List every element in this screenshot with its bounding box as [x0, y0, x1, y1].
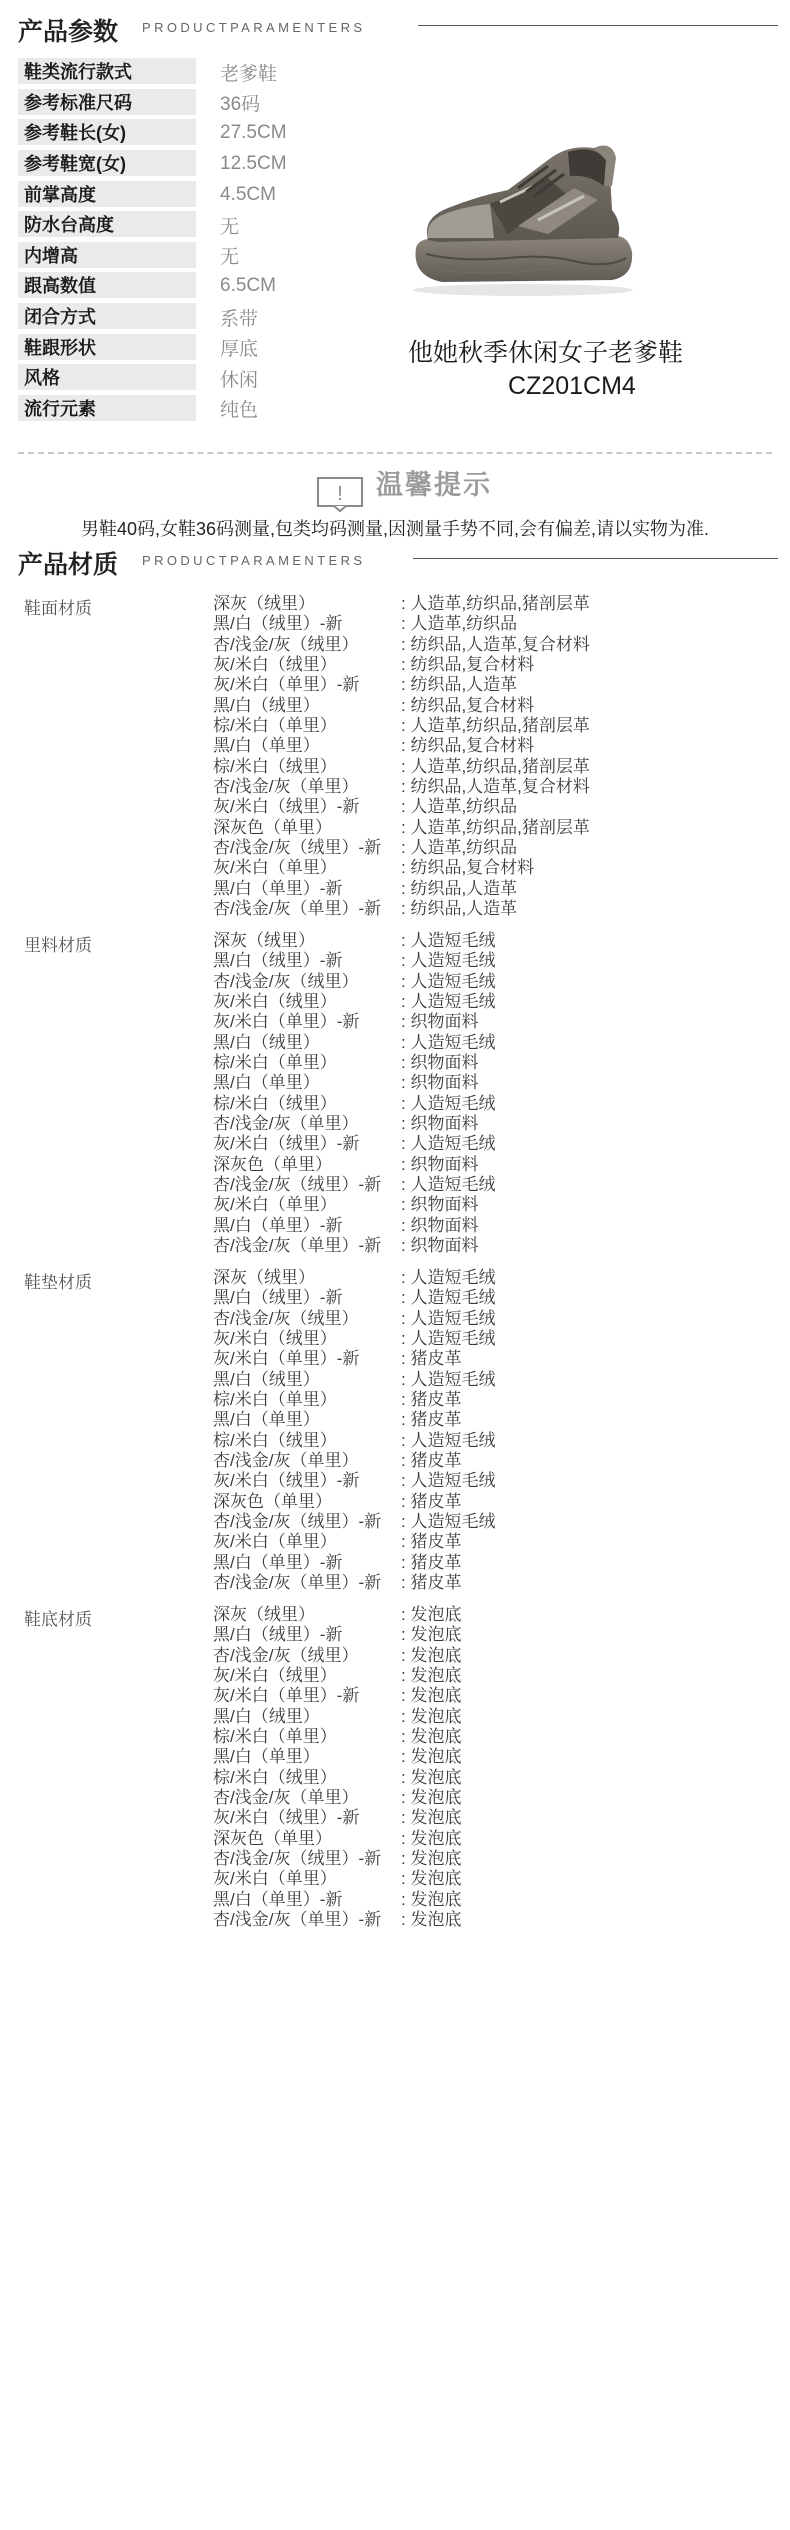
material-row — [213, 1349, 773, 1369]
material-colorway: 黑/白（绒里） — [213, 1369, 320, 1389]
material-row — [213, 1890, 773, 1910]
material-row — [213, 1012, 773, 1032]
material-colorway: 杏/浅金/灰（单里） — [213, 1114, 359, 1134]
material-composition: : 纺织品,复合材料 — [401, 695, 535, 715]
material-colorway: 杏/浅金/灰（单里） — [213, 777, 359, 797]
param-value: 27.5CM — [220, 122, 287, 144]
param-value: 老爹鞋 — [220, 63, 278, 85]
material-composition: : 织物面料 — [401, 1114, 479, 1134]
param-row — [18, 332, 398, 363]
material-colorway: 杏/浅金/灰（绒里）-新 — [213, 1512, 382, 1532]
material-row — [213, 1195, 773, 1215]
material-row — [213, 1910, 773, 1930]
material-composition: : 织物面料 — [401, 1154, 479, 1174]
material-composition: : 发泡底 — [401, 1706, 462, 1726]
material-colorway: 灰/米白（绒里）-新 — [213, 1134, 360, 1154]
material-colorway: 棕/米白（单里） — [213, 1727, 337, 1747]
material-colorway: 杏/浅金/灰（单里） — [213, 1451, 359, 1471]
material-row — [213, 655, 773, 675]
param-label: 参考标准尺码 — [18, 89, 196, 117]
notice-text: 男鞋40码,女鞋36码测量,包类均码测量,因测量手势不同,会有偏差,请以实物为准. — [80, 519, 710, 539]
material-colorway: 灰/米白（单里） — [213, 1869, 337, 1889]
material-row — [213, 1471, 773, 1491]
notice-title: 温馨提示 — [376, 470, 492, 500]
param-row — [18, 88, 398, 119]
material-row — [213, 1727, 773, 1747]
material-row — [213, 1788, 773, 1808]
dashed-divider — [18, 452, 772, 454]
material-colorway: 杏/浅金/灰（单里）-新 — [213, 899, 382, 919]
material-composition: : 织物面料 — [401, 1053, 479, 1073]
material-row — [213, 1646, 773, 1666]
material-group-label: 鞋底材质 — [24, 1610, 92, 1629]
param-row — [18, 118, 398, 149]
material-composition: : 人造短毛绒 — [401, 1093, 496, 1113]
material-row — [213, 1849, 773, 1869]
param-label: 风格 — [18, 364, 196, 392]
material-row — [213, 635, 773, 655]
material-colorway: 灰/米白（单里）-新 — [213, 1012, 360, 1032]
param-label: 防水台高度 — [18, 211, 196, 239]
material-composition: : 织物面料 — [401, 1236, 479, 1256]
material-colorway: 杏/浅金/灰（绒里） — [213, 971, 359, 991]
material-colorway: 黑/白（绒里） — [213, 1032, 320, 1052]
material-row — [213, 716, 773, 736]
material-colorway: 深灰色（单里） — [213, 1154, 332, 1174]
materials-subtitle: PRODUCTPARAMENTERS — [142, 553, 366, 568]
material-colorway: 灰/米白（绒里） — [213, 992, 337, 1012]
material-row — [213, 1512, 773, 1532]
material-row — [213, 1869, 773, 1889]
material-row — [213, 1033, 773, 1053]
material-colorway: 灰/米白（单里） — [213, 1195, 337, 1215]
material-row — [213, 1666, 773, 1686]
material-row — [213, 899, 773, 919]
material-list — [213, 1268, 773, 1594]
material-row — [213, 1747, 773, 1767]
param-label: 流行元素 — [18, 395, 196, 423]
material-row — [213, 1155, 773, 1175]
material-composition: : 纺织品,复合材料 — [401, 736, 535, 756]
material-row — [213, 736, 773, 756]
params-table — [18, 57, 398, 424]
param-row — [18, 210, 398, 241]
material-colorway: 杏/浅金/灰（单里） — [213, 1788, 359, 1808]
material-colorway: 灰/米白（绒里）-新 — [213, 797, 360, 817]
material-composition: : 人造短毛绒 — [401, 1268, 496, 1287]
material-colorway: 棕/米白（单里） — [213, 716, 337, 736]
material-composition: : 猪皮革 — [401, 1349, 462, 1369]
material-composition: : 人造短毛绒 — [401, 931, 496, 950]
material-composition: : 人造短毛绒 — [401, 1471, 496, 1491]
material-row — [213, 972, 773, 992]
materials-section-header — [18, 545, 778, 579]
param-value: 4.5CM — [220, 183, 276, 205]
material-row — [213, 1829, 773, 1849]
material-colorway: 黑/白（绒里）-新 — [213, 1288, 343, 1308]
material-row — [213, 1573, 773, 1593]
param-label: 参考鞋宽(女) — [18, 150, 196, 178]
material-row — [213, 1114, 773, 1134]
material-colorway: 灰/米白（单里） — [213, 1532, 337, 1552]
material-composition: : 人造短毛绒 — [401, 1134, 496, 1154]
material-colorway: 黑/白（单里） — [213, 736, 320, 756]
material-colorway: 深灰色（单里） — [213, 817, 332, 837]
material-composition: : 猪皮革 — [401, 1552, 462, 1572]
material-colorway: 黑/白（绒里）-新 — [213, 1625, 343, 1645]
material-composition: : 人造短毛绒 — [401, 971, 496, 991]
material-composition: : 纺织品,人造革 — [401, 675, 518, 695]
material-row — [213, 1288, 773, 1308]
material-row — [213, 1451, 773, 1471]
param-row — [18, 179, 398, 210]
material-composition: : 人造短毛绒 — [401, 1308, 496, 1328]
material-composition: : 猪皮革 — [401, 1390, 462, 1410]
material-composition: : 人造革,纺织品,猪剖层革 — [401, 756, 590, 776]
material-colorway: 灰/米白（绒里）-新 — [213, 1471, 360, 1491]
material-colorway: 棕/米白（绒里） — [213, 1093, 337, 1113]
params-subtitle: PRODUCTPARAMENTERS — [142, 20, 366, 35]
material-row — [213, 1309, 773, 1329]
material-list — [213, 931, 773, 1257]
material-composition: : 织物面料 — [401, 1215, 479, 1235]
material-row — [213, 1236, 773, 1256]
param-value: 系带 — [220, 308, 259, 330]
material-colorway: 杏/浅金/灰（绒里）-新 — [213, 1175, 382, 1195]
material-row — [213, 931, 773, 951]
material-composition: : 猪皮革 — [401, 1573, 462, 1593]
material-colorway: 深灰（绒里） — [213, 1605, 315, 1624]
material-group-label: 里料材质 — [24, 936, 92, 955]
material-colorway: 灰/米白（单里）-新 — [213, 675, 360, 695]
material-composition: : 人造短毛绒 — [401, 951, 496, 971]
material-composition: : 人造短毛绒 — [401, 1329, 496, 1349]
param-value: 6.5CM — [220, 275, 276, 297]
material-composition: : 发泡底 — [401, 1788, 462, 1808]
material-composition: : 发泡底 — [401, 1727, 462, 1747]
material-composition: : 纺织品,人造革,复合材料 — [401, 777, 590, 797]
material-row — [213, 1268, 773, 1288]
material-composition: : 猪皮革 — [401, 1410, 462, 1430]
product-name: 他她秋季休闲女子老爹鞋 — [408, 339, 684, 367]
material-group-label: 鞋垫材质 — [24, 1273, 92, 1292]
header-rule — [413, 558, 778, 559]
material-colorway: 杏/浅金/灰（单里）-新 — [213, 1573, 382, 1593]
material-row — [213, 675, 773, 695]
material-composition: : 人造短毛绒 — [401, 1288, 496, 1308]
material-row — [213, 1073, 773, 1093]
material-row — [213, 838, 773, 858]
material-row — [213, 797, 773, 817]
param-value: 无 — [220, 216, 240, 238]
material-row — [213, 879, 773, 899]
material-colorway: 深灰色（单里） — [213, 1828, 332, 1848]
material-list — [213, 594, 773, 920]
material-row — [213, 696, 773, 716]
material-composition: : 纺织品,复合材料 — [401, 655, 535, 675]
material-group-label: 鞋面材质 — [24, 599, 92, 618]
material-composition: : 发泡底 — [401, 1889, 462, 1909]
material-colorway: 杏/浅金/灰（绒里） — [213, 1645, 359, 1665]
material-colorway: 灰/米白（绒里） — [213, 1666, 337, 1686]
material-row — [213, 1370, 773, 1390]
material-colorway: 灰/米白（单里） — [213, 858, 337, 878]
material-composition: : 发泡底 — [401, 1605, 462, 1624]
param-row — [18, 363, 398, 394]
material-composition: : 发泡底 — [401, 1849, 462, 1869]
product-model: CZ201CM4 — [508, 372, 636, 400]
material-composition: : 人造革,纺织品,猪剖层革 — [401, 594, 590, 613]
material-composition: : 发泡底 — [401, 1747, 462, 1767]
material-composition: : 发泡底 — [401, 1808, 462, 1828]
material-colorway: 棕/米白（绒里） — [213, 1767, 337, 1787]
material-row — [213, 1094, 773, 1114]
material-colorway: 黑/白（单里） — [213, 1410, 320, 1430]
material-row — [213, 1216, 773, 1236]
material-colorway: 黑/白（单里）-新 — [213, 878, 343, 898]
material-composition: : 人造革,纺织品,猪剖层革 — [401, 817, 590, 837]
param-row — [18, 271, 398, 302]
material-composition: : 猪皮革 — [401, 1451, 462, 1471]
material-composition: : 人造短毛绒 — [401, 1175, 496, 1195]
material-composition: : 发泡底 — [401, 1869, 462, 1889]
material-colorway: 棕/米白（单里） — [213, 1053, 337, 1073]
material-colorway: 黑/白（单里）-新 — [213, 1552, 343, 1572]
material-row — [213, 1134, 773, 1154]
material-composition: : 纺织品,人造革 — [401, 899, 518, 919]
param-value: 纯色 — [220, 400, 259, 422]
material-row — [213, 1686, 773, 1706]
material-composition: : 织物面料 — [401, 1073, 479, 1093]
material-row — [213, 757, 773, 777]
material-colorway: 杏/浅金/灰（绒里）-新 — [213, 1849, 382, 1869]
material-composition: : 猪皮革 — [401, 1491, 462, 1511]
material-composition: : 发泡底 — [401, 1828, 462, 1848]
material-colorway: 杏/浅金/灰（单里）-新 — [213, 1910, 382, 1930]
material-colorway: 杏/浅金/灰（绒里）-新 — [213, 838, 382, 858]
material-composition: : 人造短毛绒 — [401, 992, 496, 1012]
material-colorway: 杏/浅金/灰（绒里） — [213, 634, 359, 654]
material-composition: : 发泡底 — [401, 1767, 462, 1787]
param-value: 厚底 — [220, 339, 259, 361]
material-row — [213, 777, 773, 797]
material-colorway: 深灰（绒里） — [213, 594, 315, 613]
material-composition: : 人造革,纺织品 — [401, 797, 518, 817]
material-row — [213, 1768, 773, 1788]
material-row — [213, 1053, 773, 1073]
material-composition: : 人造革,纺织品 — [401, 614, 518, 634]
param-value: 休闲 — [220, 369, 259, 391]
material-composition: : 人造革,纺织品,猪剖层革 — [401, 716, 590, 736]
material-row — [213, 1492, 773, 1512]
material-row — [213, 1553, 773, 1573]
material-colorway: 杏/浅金/灰（绒里） — [213, 1308, 359, 1328]
material-composition: : 人造短毛绒 — [401, 1032, 496, 1052]
material-composition: : 人造短毛绒 — [401, 1369, 496, 1389]
material-composition: : 猪皮革 — [401, 1532, 462, 1552]
params-title: 产品参数 — [18, 18, 119, 46]
param-row — [18, 394, 398, 425]
param-row — [18, 149, 398, 180]
material-row — [213, 614, 773, 634]
param-label: 前掌高度 — [18, 181, 196, 209]
material-composition: : 人造短毛绒 — [401, 1512, 496, 1532]
material-colorway: 棕/米白（单里） — [213, 1390, 337, 1410]
param-label: 跟高数值 — [18, 272, 196, 300]
material-composition: : 人造革,纺织品 — [401, 838, 518, 858]
material-colorway: 灰/米白（绒里） — [213, 655, 337, 675]
material-colorway: 棕/米白（绒里） — [213, 756, 337, 776]
material-colorway: 黑/白（绒里） — [213, 695, 320, 715]
material-composition: : 发泡底 — [401, 1645, 462, 1665]
material-colorway: 深灰（绒里） — [213, 931, 315, 950]
param-label: 内增高 — [18, 242, 196, 270]
material-colorway: 杏/浅金/灰（单里）-新 — [213, 1236, 382, 1256]
material-composition: : 纺织品,复合材料 — [401, 858, 535, 878]
param-label: 鞋跟形状 — [18, 334, 196, 362]
param-value: 12.5CM — [220, 153, 287, 175]
material-composition: : 织物面料 — [401, 1195, 479, 1215]
material-row — [213, 951, 773, 971]
material-row — [213, 1707, 773, 1727]
material-row — [213, 1410, 773, 1430]
material-row — [213, 858, 773, 878]
material-row — [213, 1329, 773, 1349]
material-row — [213, 1532, 773, 1552]
notice-icon-glyph: ! — [337, 483, 343, 505]
material-composition: : 发泡底 — [401, 1625, 462, 1645]
material-composition: : 发泡底 — [401, 1686, 462, 1706]
material-colorway: 黑/白（绒里）-新 — [213, 614, 343, 634]
material-colorway: 黑/白（单里）-新 — [213, 1889, 343, 1909]
materials-title: 产品材质 — [18, 551, 119, 579]
shoe-product-image — [398, 130, 648, 305]
material-colorway: 灰/米白（单里）-新 — [213, 1686, 360, 1706]
material-row — [213, 818, 773, 838]
material-composition: : 织物面料 — [401, 1012, 479, 1032]
material-composition: : 人造短毛绒 — [401, 1430, 496, 1450]
material-row — [213, 1605, 773, 1625]
material-row — [213, 594, 773, 614]
material-row — [213, 1808, 773, 1828]
material-row — [213, 992, 773, 1012]
param-row — [18, 57, 398, 88]
material-colorway: 深灰（绒里） — [213, 1268, 315, 1287]
material-colorway: 深灰色（单里） — [213, 1491, 332, 1511]
material-colorway: 黑/白（单里）-新 — [213, 1215, 343, 1235]
material-colorway: 灰/米白（绒里）-新 — [213, 1808, 360, 1828]
param-value: 无 — [220, 247, 240, 269]
param-label: 参考鞋长(女) — [18, 119, 196, 147]
header-rule — [418, 25, 778, 26]
material-colorway: 灰/米白（单里）-新 — [213, 1349, 360, 1369]
material-composition: : 发泡底 — [401, 1910, 462, 1930]
material-colorway: 黑/白（绒里）-新 — [213, 951, 343, 971]
params-section-header — [18, 12, 778, 46]
material-colorway: 棕/米白（绒里） — [213, 1430, 337, 1450]
param-value: 36码 — [220, 94, 261, 116]
material-composition: : 发泡底 — [401, 1666, 462, 1686]
param-row — [18, 302, 398, 333]
param-row — [18, 241, 398, 272]
notice-icon — [316, 476, 364, 512]
material-row — [213, 1431, 773, 1451]
material-list — [213, 1605, 773, 1931]
material-colorway: 灰/米白（绒里） — [213, 1329, 337, 1349]
material-row — [213, 1390, 773, 1410]
material-row — [213, 1625, 773, 1645]
material-colorway: 黑/白（绒里） — [213, 1706, 320, 1726]
material-composition: : 纺织品,人造革 — [401, 878, 518, 898]
material-colorway: 黑/白（单里） — [213, 1747, 320, 1767]
material-row — [213, 1175, 773, 1195]
material-composition: : 纺织品,人造革,复合材料 — [401, 634, 590, 654]
param-label: 闭合方式 — [18, 303, 196, 331]
material-colorway: 黑/白（单里） — [213, 1073, 320, 1093]
param-label: 鞋类流行款式 — [18, 58, 196, 86]
